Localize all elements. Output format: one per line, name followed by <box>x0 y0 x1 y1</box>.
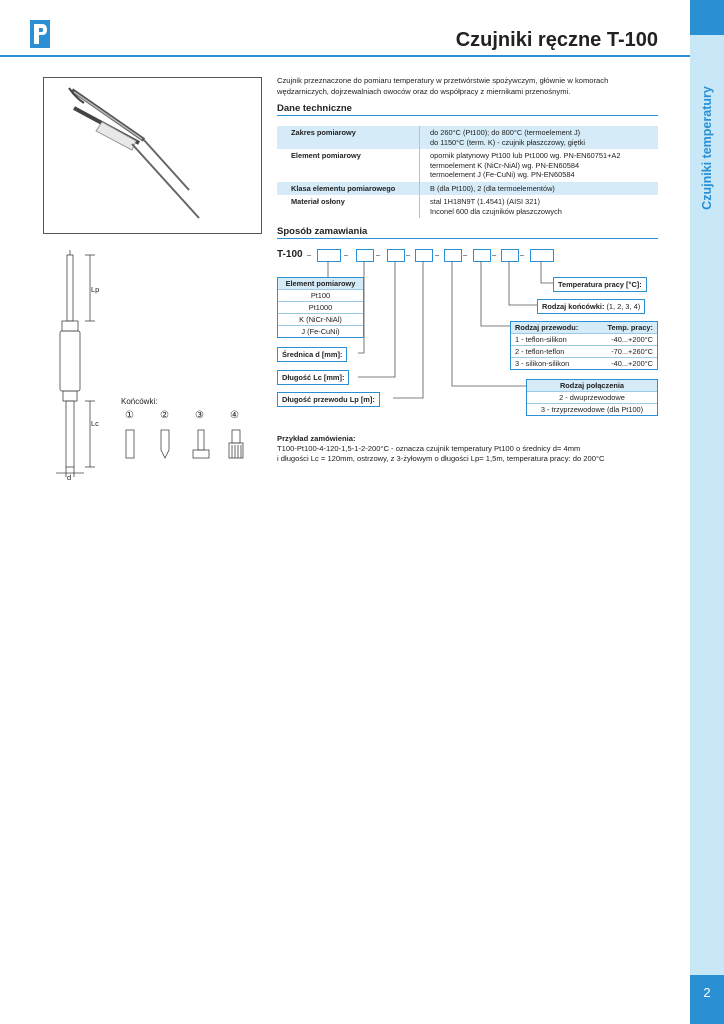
connection-option: 2 - dwuprzewodowe <box>527 391 657 403</box>
element-option: J (Fe-CuNi) <box>278 325 363 337</box>
wire-type-table <box>510 321 658 370</box>
tech-value-line: termoelement K (NiCr-NiAl) wg. PN-EN60584 <box>430 160 580 170</box>
wire-row <box>511 333 657 345</box>
code-dash: – <box>492 250 497 259</box>
diameter-label: Średnica d [mm]: <box>277 347 347 362</box>
tech-row <box>277 195 658 218</box>
length-label: Długość Lc [mm]: <box>277 370 349 385</box>
order-example <box>277 434 677 464</box>
d-dimension-label: d <box>67 473 72 482</box>
tech-row-value <box>420 126 659 149</box>
tech-value-line: do 260°C (Pt100); do 800°C (termoelement J) <box>430 128 581 137</box>
connection-option: 3 - trzyprzewodowe (dla Pt100) <box>527 403 657 415</box>
tech-value-line: B (dla Pt100), 2 (dla termoelementów) <box>430 183 555 193</box>
example-line: T100-Pt100-4-120-1,5-1-2-200°C - oznacza czujnik temperatury Pt100 o średnicy d= 4mm <box>277 444 581 453</box>
page-title: Czujniki ręczne T-100 <box>455 29 658 51</box>
wire-name: 3 - silikon-silikon <box>515 359 570 368</box>
product-photo <box>43 77 262 234</box>
tech-value-line: termoelement J (Fe-CuNi) wg. PN-EN60584 <box>430 170 575 179</box>
tech-row <box>277 126 658 149</box>
wire-name: 1 - teflon-silikon <box>515 335 567 344</box>
code-dash: – <box>435 250 440 259</box>
intro-text: Czujnik przeznaczone do pomiaru temperatury w przetwórstwie spożywczym, głównie w komorach wędzarniczych, dojrzewalniach owoców oraz do współpracy z miernikami przenośnymi. <box>277 76 609 96</box>
element-option: Pt100 <box>278 289 363 301</box>
tip-number-1: ① <box>125 410 134 421</box>
tech-heading: Dane techniczne <box>277 103 352 114</box>
connection-header: Rodzaj połączenia <box>527 380 657 391</box>
code-dash: – <box>520 250 525 259</box>
order-heading-line <box>277 238 658 239</box>
code-dash: – <box>344 250 349 259</box>
wire-row <box>511 345 657 357</box>
tech-value-line: Inconel 600 dla czujników płaszczowych <box>430 206 562 216</box>
element-list-title: Element pomiarowy <box>278 278 363 289</box>
code-dash: – <box>463 250 468 259</box>
element-option: Pt1000 <box>278 301 363 313</box>
tips-label: Końcówki: <box>121 397 158 406</box>
code-dash: – <box>307 250 312 259</box>
wire-name: 2 - teflon-teflon <box>515 347 565 356</box>
wire-header-temp: Temp. pracy: <box>607 323 653 332</box>
tech-row-value <box>420 195 659 218</box>
lead-length-label: Długość przewodu Lp [m]: <box>277 392 380 407</box>
tip-type-label-title: Rodzaj końcówki: <box>542 302 605 311</box>
tech-value-line: stal 1H18N9T (1.4541) (AISI 321) <box>430 197 540 206</box>
sidebar-top-block <box>690 0 724 35</box>
tech-row <box>277 149 658 182</box>
lp-dimension-label: Lp <box>91 285 100 294</box>
tech-row-label: Klasa elementu pomiarowego <box>277 182 420 196</box>
wire-header <box>511 322 657 333</box>
order-heading: Sposób zamawiania <box>277 226 368 237</box>
connection-type-table <box>526 379 658 416</box>
tech-row-value <box>420 149 659 182</box>
tech-row-label: Zakres pomiarowy <box>277 126 420 149</box>
company-logo <box>30 20 50 48</box>
title-divider <box>0 55 690 57</box>
tech-table <box>277 126 658 218</box>
temperature-label: Temperatura pracy [°C]: <box>553 277 647 292</box>
page-number: 2 <box>703 985 711 1000</box>
lc-dimension-label: Lc <box>91 419 99 428</box>
tech-value-line: do 1150°C (term. K) - czujnik płaszczowy, giętki <box>430 137 586 147</box>
example-line: i długości Lc = 120mm, ostrzowy, z 3-żyłowym o długości Lp= 1,5m, temperatura pracy: do 200°C <box>277 454 605 463</box>
tech-row-label: Materiał osłony <box>291 197 345 206</box>
wire-temp: -70...+260°C <box>611 347 653 356</box>
tech-value-line: opornik platynowy Pt100 lub Pt1000 wg. PN-EN60751+A2 <box>430 151 621 160</box>
code-dash: – <box>406 250 411 259</box>
wire-temp: -40...+200°C <box>611 359 653 368</box>
tip-number-2: ② <box>160 410 169 421</box>
order-code-prefix: T-100 <box>277 249 303 260</box>
tech-heading-line <box>277 115 658 116</box>
tip-type-label <box>537 299 645 314</box>
element-option: K (NiCr-NiAl) <box>278 313 363 325</box>
tip-number-3: ③ <box>195 410 204 421</box>
tip-type-label-values: (1, 2, 3, 4) <box>604 302 641 311</box>
tech-row-value <box>420 182 659 196</box>
wire-temp: -40...+200°C <box>611 335 653 344</box>
example-heading: Przykład zamówienia: <box>277 434 356 443</box>
wire-row <box>511 357 657 369</box>
tech-row <box>277 182 658 196</box>
wire-header-name: Rodzaj przewodu: <box>515 323 579 332</box>
sensor-drawing <box>40 245 265 490</box>
tip-number-4: ④ <box>230 410 239 421</box>
sidebar-section-title: Czujniki temperatury <box>700 86 714 210</box>
tech-row-label: Element pomiarowy <box>291 151 361 160</box>
code-dash: – <box>376 250 381 259</box>
element-option-list <box>277 277 364 338</box>
